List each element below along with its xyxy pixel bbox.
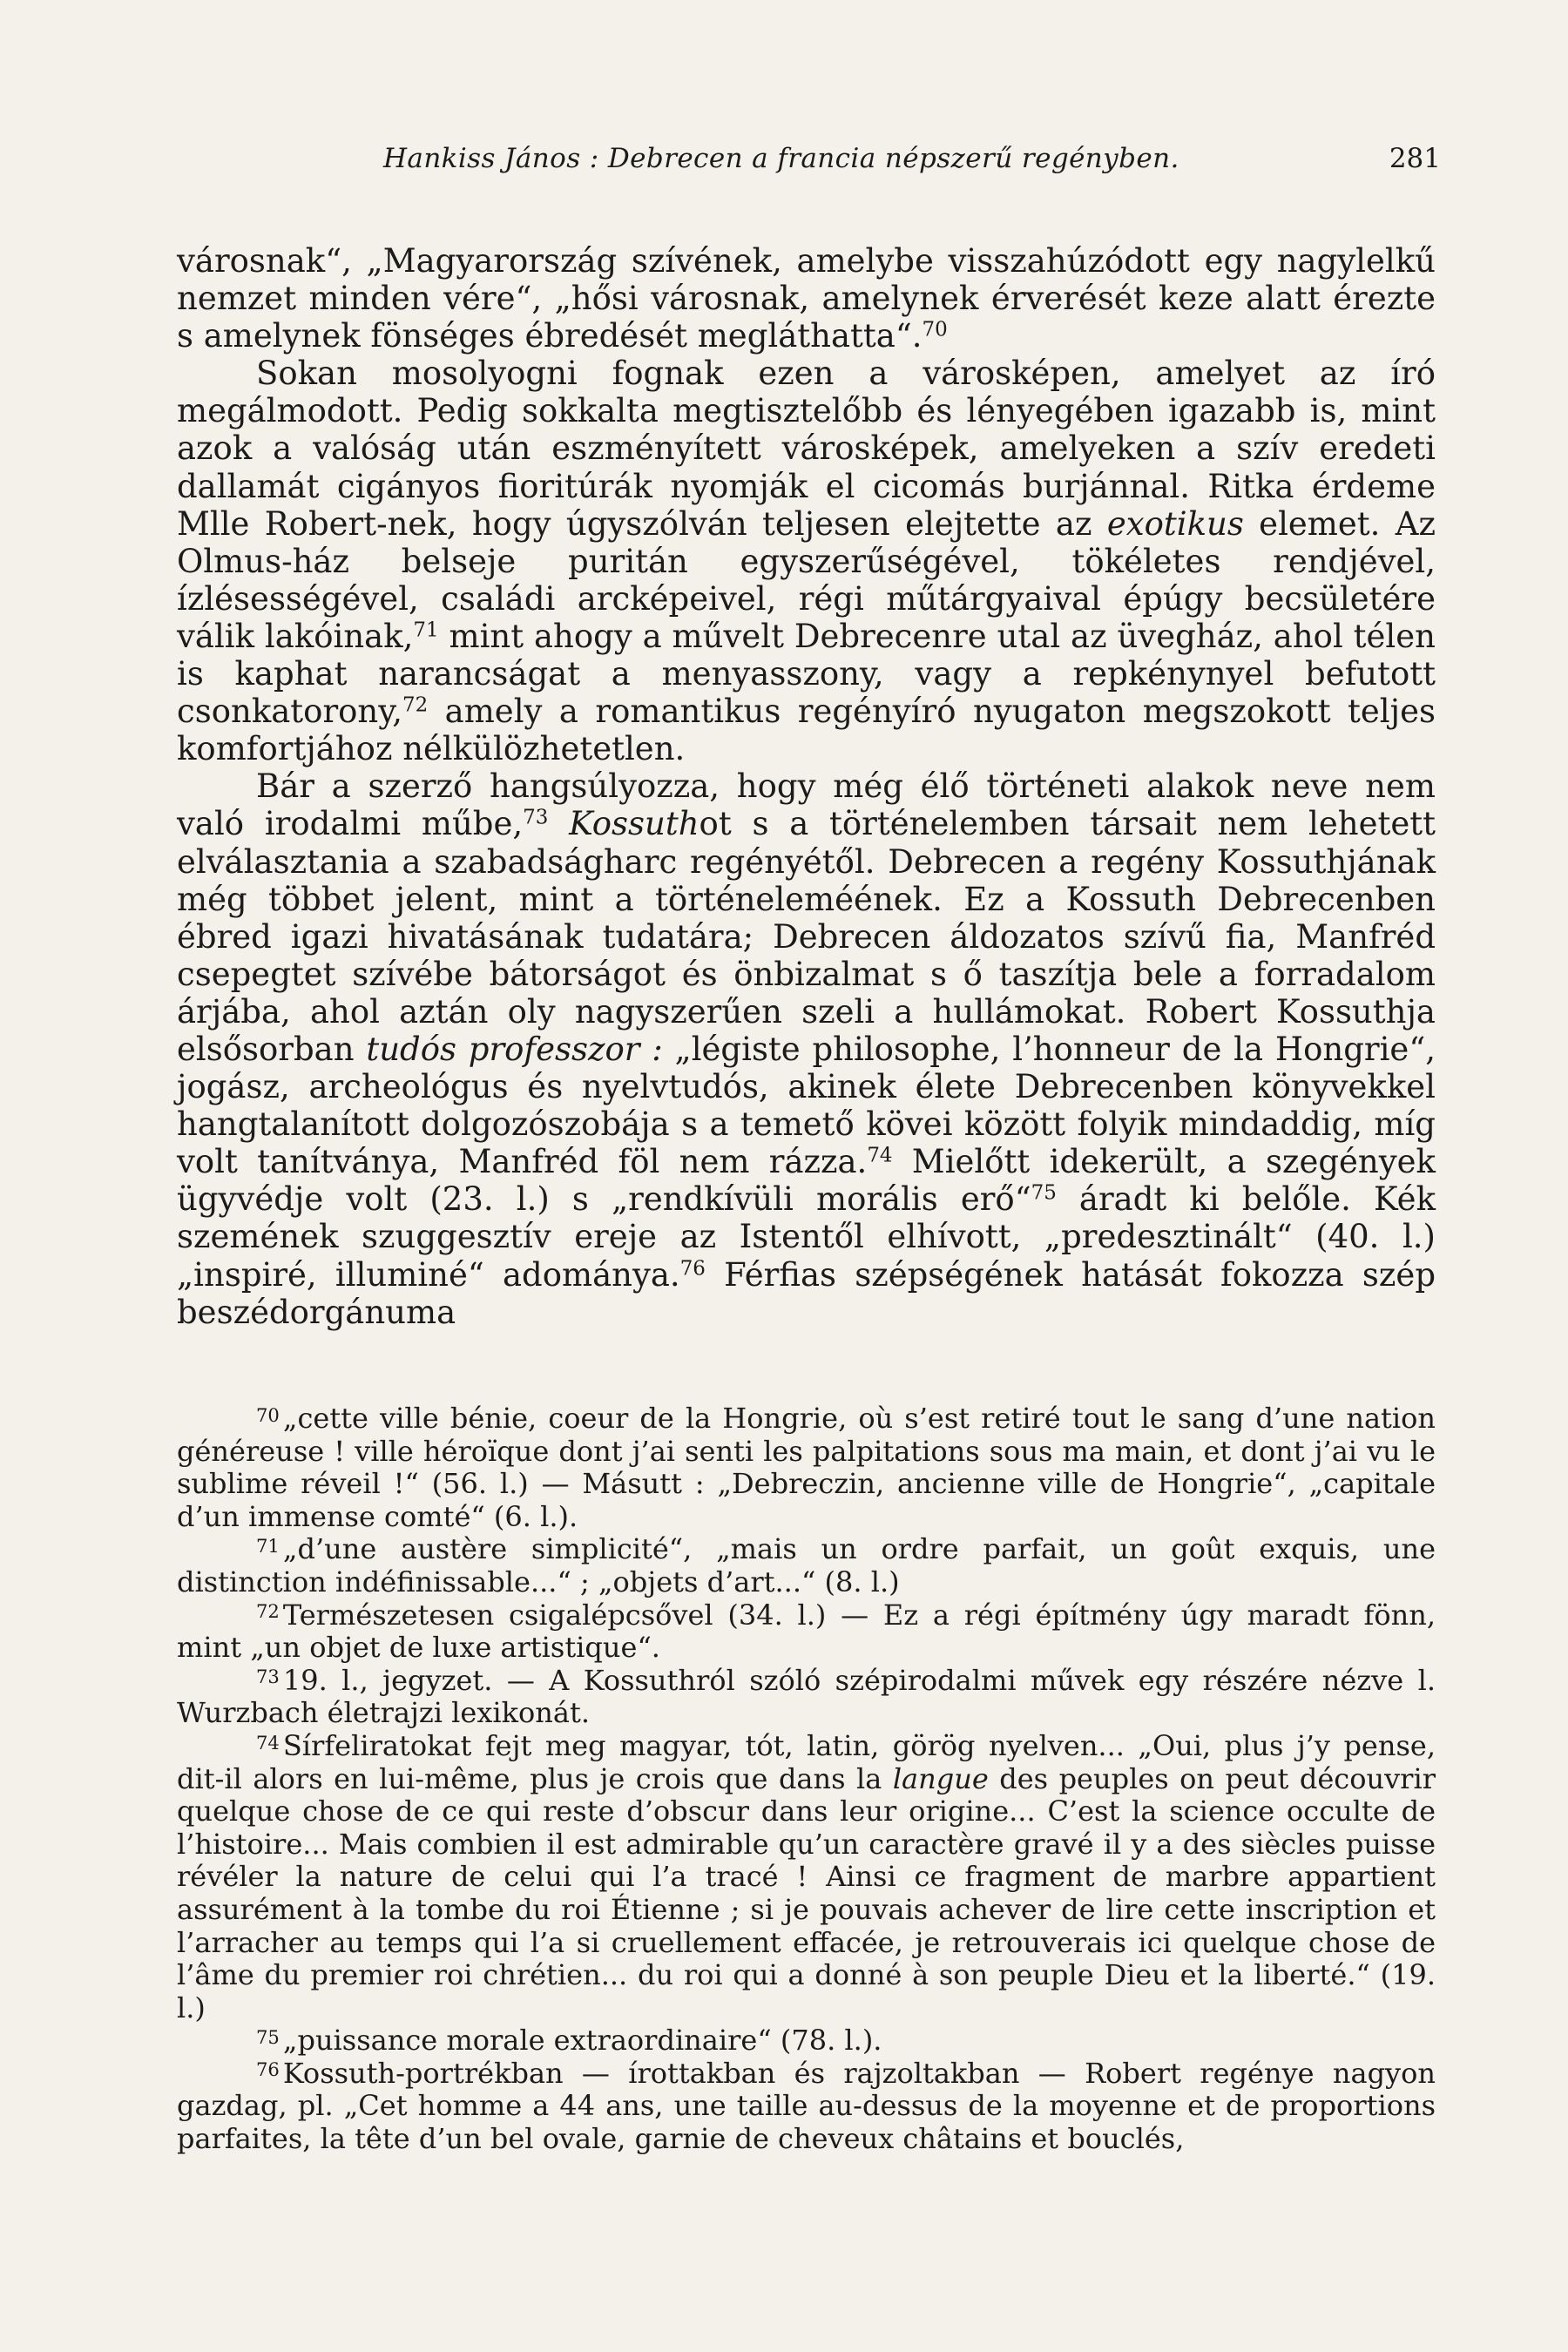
footnote-text: „cette ville bénie, coeur de la Hongrie, où s’est retiré tout le sang d’une nation généreuse ! ville héroïque dont j’ai senti les palpitations sous ma main, et dont j’ai vu le sublime réveil !“ (56. l.) — Másutt : „Debreczin, ancienne ville de Hongrie“, „capitale d’un immense comté“ (6. l.).: [177, 1402, 1436, 1533]
paragraph-2: [177, 355, 1436, 767]
footnote: [177, 2058, 1436, 2156]
footnote: [177, 1665, 1436, 1730]
paragraph-text: elemet. Az Olmus-ház belseje puritán egyszerűségével, tökéletes rendjével, ízlésességével, családi arcképeivel, régi műtárgyaival épúgy becsületére válik lakóinak,: [177, 504, 1436, 655]
paragraph-text: Férfias szépségének hatását fokozza szép beszédorgánuma: [177, 1255, 1436, 1331]
footnote-ref-76[interactable]: 76: [679, 1256, 706, 1280]
footnote-number: 70: [256, 1403, 280, 1426]
paragraph-text: városnak“, „Magyarország szívének, amelybe visszahúzódott egy nagylelkű nemzet minden vére“, „hősi városnak, amelynek érverését keze alatt érezte s amelynek fönséges ébredését megláthatta“.: [177, 242, 1436, 355]
paragraph-text: Bár a szerző hangsúlyozza, hogy még élő történeti alakok neve nem való irodalmi műbe,: [177, 767, 1436, 843]
italic-term: Kossuth: [569, 805, 700, 843]
paragraph-1: [177, 242, 1436, 355]
footnote-text: 19. l., jegyzet. — A Kossuthról szóló szépirodalmi művek egy részére nézve l. Wurzbach életrajzi lexikonát.: [177, 1663, 1436, 1730]
paragraph-3: [177, 767, 1436, 1330]
italic-term: langue: [892, 1761, 989, 1795]
footnote-ref-72[interactable]: 72: [402, 693, 429, 717]
footnote-number: 71: [256, 1534, 280, 1557]
paragraph-text: Mielőtt idekerült, a szegények ügyvédje volt (23. l.) s „rendkívüli morális erő“: [177, 1143, 1436, 1219]
paragraph-text: mint ahogy a művelt Debrecenre utal az üvegház, ahol télen is kaphat narancságat a menyasszony, vagy a repkénynyel befutott csonkatorony,: [177, 617, 1436, 731]
footnote-ref-75[interactable]: 75: [1031, 1181, 1057, 1205]
italic-term: exotikus: [1106, 504, 1244, 543]
footnote-text: Természetesen csigalépcsővel (34. l.) — Ez a régi építmény úgy maradt fönn, mint „un objet de luxe artistique“.: [177, 1598, 1436, 1665]
page-header: [174, 138, 1448, 181]
running-head: Hankiss János : Debrecen a francia népszerű regényben.: [383, 143, 1179, 174]
footnote-ref-70[interactable]: 70: [922, 318, 948, 341]
footnote: [177, 1730, 1436, 2024]
footnote: [177, 2024, 1436, 2058]
footnote: [177, 1599, 1436, 1665]
main-text: [177, 242, 1436, 1331]
footnote-ref-74[interactable]: 74: [867, 1144, 893, 1167]
footnote-number: 72: [256, 1600, 280, 1623]
page-number: 281: [1389, 143, 1441, 174]
footnote-ref-73[interactable]: 73: [523, 806, 549, 829]
footnote-number: 75: [256, 2025, 280, 2048]
footnote-number: 76: [256, 2058, 280, 2081]
paragraph-text: ot s a történelemben társait nem lehetett elválasztania a szabadságharc regényétől. Debrecen a regény Kossuthjának még többet jelent, mint a történeleméének. Ez a Kossuth Debrecenben ébred igazi hivatásának tudatára; Debrecen áldozatos szívű fia, Manfréd csepegtet szívébe bátorságot és önbizalmat s ő taszítja bele a forradalom árjába, ahol aztán oly nagyszerűen szeli a hullámokat. Robert Kossuthja elsősorban: [177, 805, 1436, 1068]
footnote-number: 74: [256, 1731, 280, 1754]
footnote-text: Sírfeliratokat fejt meg magyar, tót, latin, görög nyelven... „Oui, plus j’y pense, dit-il alors en lui-même, plus je crois que dans la: [177, 1728, 1436, 1795]
italic-term: tudós professzor :: [366, 1030, 663, 1068]
paragraph-text: amely a romantikus regényíró nyugaton megszokott teljes komfortjához nélkülözhetetlen.: [177, 693, 1436, 768]
footnote-text: „puissance morale extraordinaire“ (78. l.).: [282, 2024, 882, 2058]
footnote-text: „d’une austère simplicité“, „mais un ordre parfait, un goût exquis, une distinction indéfinissable...“ ; „objets d’art...“ (8. l.): [177, 1532, 1436, 1598]
footnote-text: des peuples on peut découvrir quelque chose de ce qui reste d’obscur dans leur origine... C’est la science occulte de l’histoire... Mais combien il est admirable qu’un caractère gravé il y a des siècles puisse révéler la nature de celui qui l’a tracé ! Ainsi ce fragment de marbre appartient assurément à la tombe du roi Étienne ; si je pouvais achever de lire cette inscription et l’arracher au temps qui l’a si cruellement effacée, je retrouverais ici quelque chose de l’âme du premier roi chrétien... du roi qui a donné à son peuple Dieu et la liberté.“ (19. l.): [177, 1761, 1436, 2024]
footnote-text: Kossuth-portrékban — írottakban és rajzoltakban — Robert regénye nagyon gazdag, pl. „Cet homme a 44 ans, une taille au-dessus de la moyenne et de proportions parfaites, la tête d’un bel ovale, garnie de cheveux châtains et bouclés,: [177, 2056, 1436, 2156]
paragraph-text: „légiste philosophe, l’honneur de la Hongrie“, jogász, archeológus és nyelvtudós, akinek élete Debrecenben könyvekkel hangtalanított dolgozószobája s a temető kövei között folyik mindaddig, míg volt tanítványa, Manfréd föl nem rázza.: [177, 1030, 1436, 1181]
footnote: [177, 1402, 1436, 1533]
paragraph-text: Sokan mosolyogni fognak ezen a városképen, amelyet az író megálmodott. Pedig sokkalta megtisztelőbb és lényegében igazabb is, mint azok a valóság után eszményített városképek, amelyeken a szív eredeti dallamát cigányos fioritúrák nyomják el cicomás burjánnal. Ritka érdeme Mlle Robert-nek, hogy úgyszólván teljesen elejtette az: [177, 355, 1436, 543]
footnote-number: 73: [256, 1666, 280, 1688]
footnote: [177, 1533, 1436, 1598]
paragraph-text: áradt ki belőle. Kék szemének szuggesztív ereje az Istentől elhívott, „predesztinált“ (40. l.) „inspiré, illuminé“ adománya.: [177, 1180, 1436, 1294]
footnotes: [177, 1402, 1436, 2156]
footnote-ref-71[interactable]: 71: [413, 618, 439, 642]
